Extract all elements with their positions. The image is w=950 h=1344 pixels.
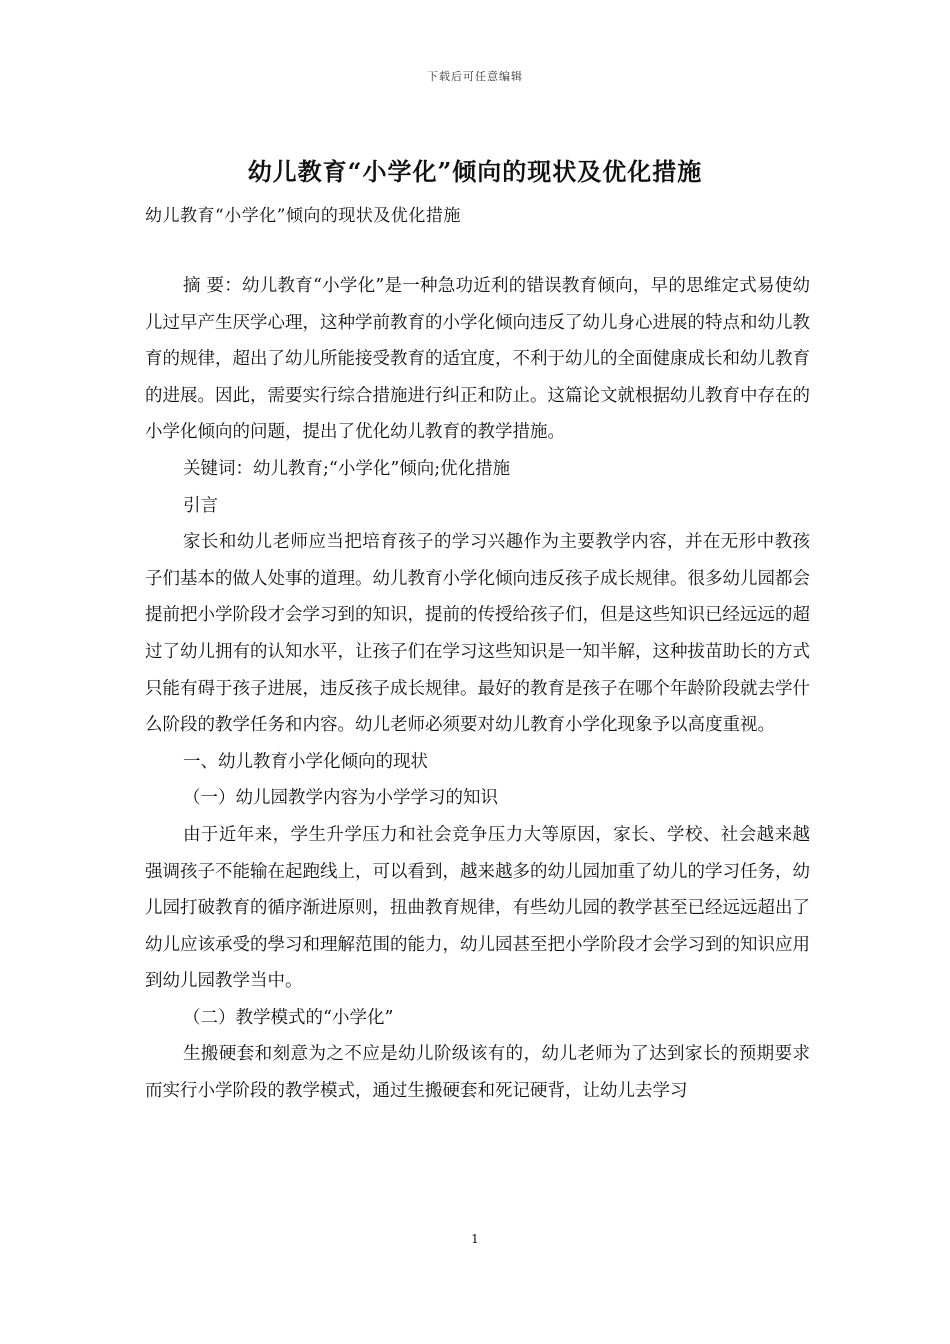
subsection-1-heading: （一）幼儿园教学内容为小学学习的知识 — [183, 788, 498, 809]
document-body — [145, 268, 810, 1110]
page-header-note: 下载后可任意编辑 — [427, 70, 523, 83]
intro-heading: 引言 — [183, 495, 218, 516]
page-number: 1 — [471, 1232, 479, 1246]
subsection-2-paragraph: 生搬硬套和刻意为之不应是幼儿阶级该有的，幼儿老师为了达到家长的预期要求而实行小学阶段的教学模式，通过生搬硬套和死记硬背，让幼儿去学习 — [145, 1044, 810, 1102]
abstract-paragraph: 摘 要：幼儿教育“小学化”是一种急功近利的错误教育倾向，早的思维定式易使幼儿过早产生厌学心理，这种学前教育的小学化倾向违反了幼儿身心进展的特点和幼儿教育的规律，超出了幼儿所能接受教育的适宜度，不利于幼儿的全面健康成长和幼儿教育的进展。因此，需要实行综合措施进行纠正和防止。这篇论文就根据幼儿教育中存在的小学化倾向的问题，提出了优化幼儿教育的教学措施。 — [145, 276, 810, 443]
keywords-paragraph: 关键词：幼儿教育;“小学化”倾向;优化措施 — [183, 458, 511, 479]
intro-paragraph: 家长和幼儿老师应当把培育孩子的学习兴趣作为主要教学内容，并在无形中教孩子们基本的做人处事的道理。幼儿教育小学化倾向违反孩子成长规律。很多幼儿园都会提前把小学阶段才会学习到的知识，提前的传授给孩子们，但是这些知识已经远远的超过了幼儿拥有的认知水平，让孩子们在学习这些知识是一知半解，这种拔苗助长的方式只能有碍于孩子进展，违反孩子成长规律。最好的教育是孩子在哪个年龄阶段就去学什么阶段的教学任务和内容。幼儿老师必须要对幼儿教育小学化现象予以高度重视。 — [145, 532, 810, 736]
subsection-1-paragraph: 由于近年来，学生升学压力和社会竞争压力大等原因，家长、学校、社会越来越强调孩子不能输在起跑线上，可以看到，越来越多的幼儿园加重了幼儿的学习任务，幼儿园打破教育的循序渐进原则，扭曲教育规律，有些幼儿园的教学甚至已经远远超出了幼儿应该承受的學习和理解范围的能力，幼儿园甚至把小学阶段才会学习到的知识应用到幼儿园教学当中。 — [145, 824, 810, 992]
subsection-2-heading: （二）教学模式的“小学化” — [183, 1007, 394, 1028]
document-subtitle: 幼儿教育“小学化”倾向的现状及优化措施 — [145, 206, 461, 226]
document-title: 幼儿教育“小学化”倾向的现状及优化措施 — [247, 157, 703, 186]
section-1-heading: 一、幼儿教育小学化倾向的现状 — [183, 751, 428, 772]
